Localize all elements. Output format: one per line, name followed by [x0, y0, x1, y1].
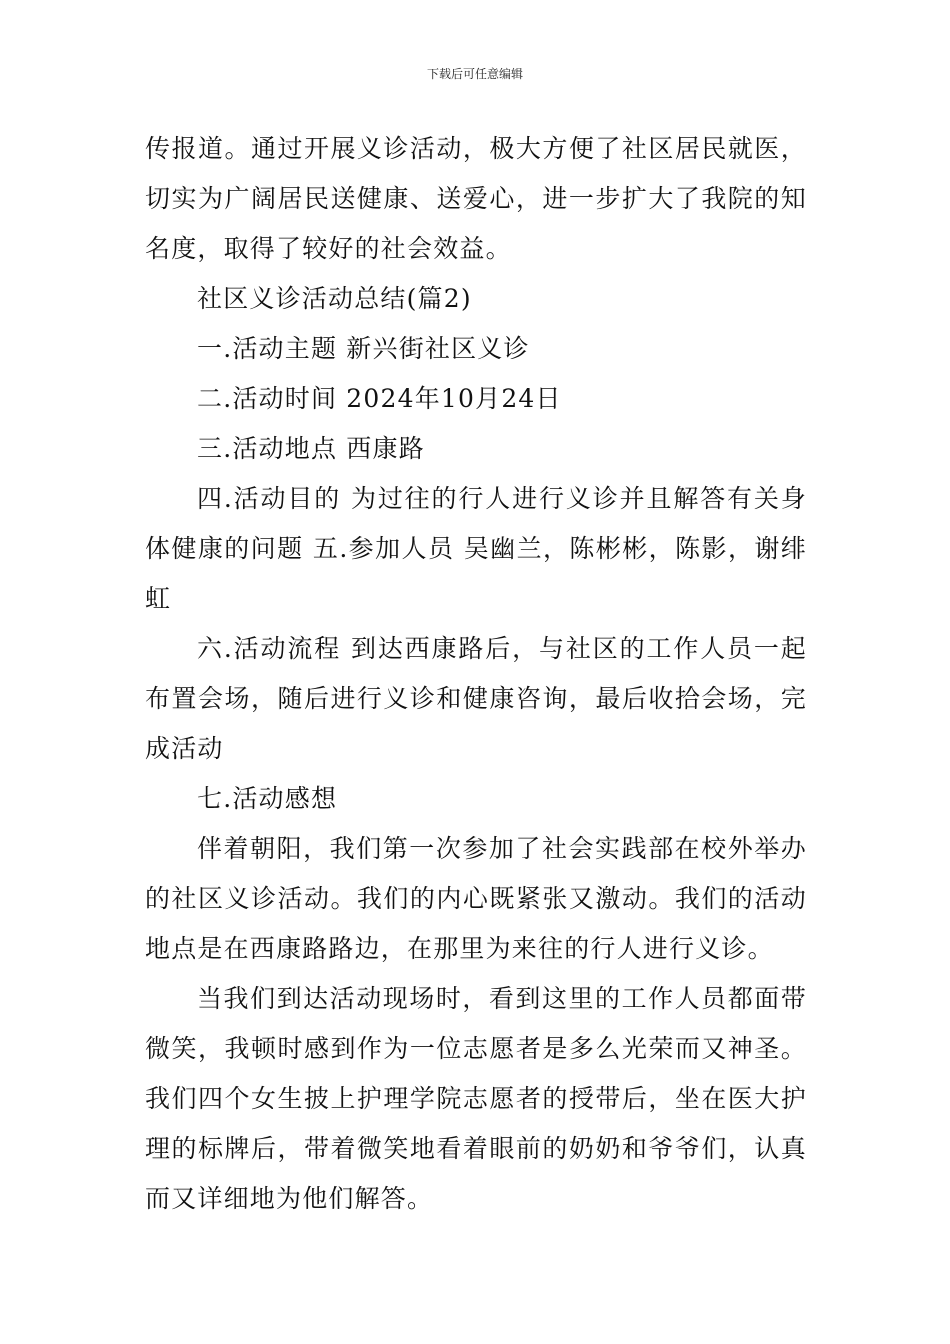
- item-purpose-participants: 四.活动目的 为过往的行人进行义诊并且解答有关身体健康的问题 五.参加人员 吴幽兰，陈彬彬，陈影，谢绯虹: [145, 484, 807, 613]
- item-theme: 一.活动主题 新兴街社区义诊: [197, 334, 530, 363]
- document-body: [145, 124, 807, 1224]
- item-location: 三.活动地点 西康路: [197, 434, 425, 463]
- reflection-paragraph-2: 当我们到达活动现场时，看到这里的工作人员都面带微笑，我顿时感到作为一位志愿者是多么光荣而又神圣。我们四个女生披上护理学院志愿者的授带后，坐在医大护理的标牌后，带着微笑地看着眼前的奶奶和爷爷们，认真而又详细地为他们解答。: [145, 984, 807, 1213]
- item-process: 六.活动流程 到达西康路后，与社区的工作人员一起布置会场，随后进行义诊和健康咨询，最后收拾会场，完成活动: [145, 634, 807, 763]
- item-time: 二.活动时间 2024年10月24日: [197, 384, 562, 413]
- paragraph-continuation: 传报道。通过开展义诊活动，极大方便了社区居民就医，切实为广阔居民送健康、送爱心，进一步扩大了我院的知名度，取得了较好的社会效益。: [145, 134, 807, 263]
- section-title: 社区义诊活动总结(篇2): [197, 284, 472, 313]
- reflection-paragraph-1: 伴着朝阳，我们第一次参加了社会实践部在校外举办的社区义诊活动。我们的内心既紧张又激动。我们的活动地点是在西康路路边，在那里为来往的行人进行义诊。: [145, 834, 807, 963]
- page-header: 下载后可任意编辑: [426, 67, 523, 81]
- item-reflection-heading: 七.活动感想: [197, 784, 338, 813]
